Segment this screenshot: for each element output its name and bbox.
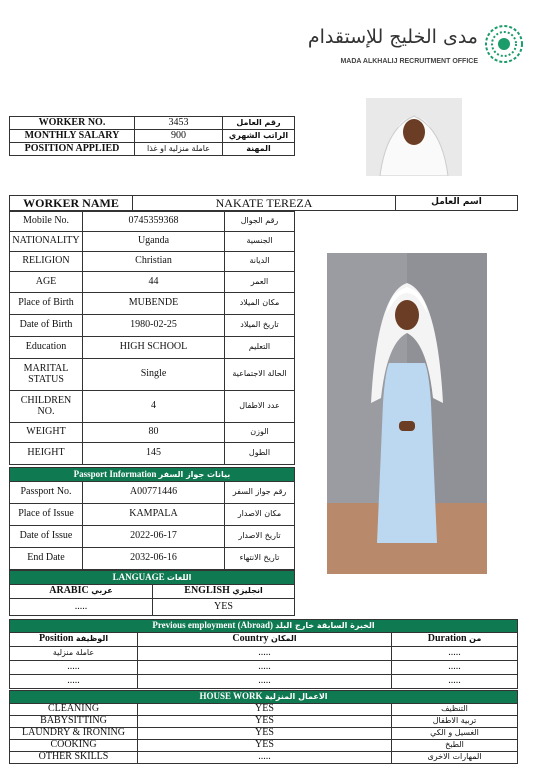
- weight-ar: الوزن: [225, 423, 295, 443]
- table-row: [10, 337, 295, 359]
- employment-duration: .....: [392, 647, 518, 661]
- education-ar: التعليم: [225, 337, 295, 359]
- salary-ar: الراتب الشهري: [223, 130, 295, 143]
- logo-english-name: MADA ALKHALIJ RECRUITMENT OFFICE: [340, 58, 478, 65]
- worker-name-ar: اسم العامل: [396, 196, 518, 211]
- employment-country: .....: [138, 661, 392, 675]
- salary-label: MONTHLY SALARY: [10, 130, 135, 143]
- passport-no-label: Passport No.: [10, 482, 83, 504]
- other-skills-ar: المهارات الاخرى: [392, 752, 518, 764]
- table-row: [10, 232, 295, 252]
- table-row: [10, 647, 518, 661]
- employment-country: .....: [138, 647, 392, 661]
- position-value: عاملة منزلية او غذا: [135, 143, 223, 156]
- table-row: [10, 117, 295, 130]
- laundry-value: YES: [138, 728, 392, 740]
- employment-header-en: Previous employment (Abroad): [152, 620, 274, 631]
- arabic-label-ar: عربي: [91, 586, 113, 596]
- english-language-label: [153, 585, 295, 599]
- language-header-en: LANGUAGE: [112, 571, 165, 582]
- dob-ar: تاريخ الميلاد: [225, 315, 295, 337]
- table-row: [10, 315, 295, 337]
- company-logo: [307, 22, 524, 74]
- col-position-ar: الوظيفة: [75, 634, 109, 644]
- col-position-en: Position: [38, 633, 74, 645]
- table-row: [10, 740, 518, 752]
- language-header-ar: اللغات: [166, 572, 192, 582]
- employment-duration: .....: [392, 661, 518, 675]
- end-date-value: 2032-06-16: [83, 548, 225, 570]
- arabic-language-value: .....: [10, 599, 153, 616]
- salary-value: 900: [135, 130, 223, 143]
- issue-place-label: Place of Issue: [10, 504, 83, 526]
- worker-no-value: 3453: [135, 117, 223, 130]
- age-value: 44: [83, 272, 225, 293]
- col-country-en: Country: [232, 633, 269, 645]
- employment-duration: .....: [392, 675, 518, 689]
- birthplace-ar: مكان الميلاد: [225, 293, 295, 315]
- table-row: [10, 704, 518, 716]
- passport-header-ar: بيانات جواز السفر: [158, 469, 231, 479]
- children-ar: عدد الاطفال: [225, 391, 295, 423]
- mobile-label: Mobile No.: [10, 212, 83, 232]
- passport-no-value: A00771446: [83, 482, 225, 504]
- babysitting-value: YES: [138, 716, 392, 728]
- education-label: Education: [10, 337, 83, 359]
- col-country-ar: المكان: [271, 634, 297, 644]
- logo-arabic-name: مدى الخليج للإستقدام: [307, 26, 478, 48]
- table-row: [10, 661, 518, 675]
- passport-table: [9, 467, 295, 570]
- dob-label: Date of Birth: [10, 315, 83, 337]
- birthplace-value: MUBENDE: [83, 293, 225, 315]
- worker-name-table: [9, 195, 518, 211]
- col-country: [138, 633, 392, 647]
- children-label: CHILDREN NO.: [10, 391, 83, 423]
- table-row: [10, 482, 295, 504]
- arabic-language-label: [10, 585, 153, 599]
- table-row: [10, 526, 295, 548]
- table-row: [10, 391, 295, 423]
- table-row: [10, 728, 518, 740]
- mobile-ar: رقم الجوال: [225, 212, 295, 232]
- col-duration: [392, 633, 518, 647]
- table-row: [10, 443, 295, 465]
- issue-date-ar: تاريخ الاصدار: [225, 526, 295, 548]
- english-language-value: YES: [153, 599, 295, 616]
- cleaning-value: YES: [138, 704, 392, 716]
- age-ar: العمر: [225, 272, 295, 293]
- laundry-label: LAUNDRY & IRONING: [10, 728, 138, 740]
- worker-no-ar: رقم العامل: [223, 117, 295, 130]
- english-label-ar: انجليزي: [232, 586, 263, 596]
- marital-label: MARITAL STATUS: [10, 359, 83, 391]
- other-skills-value: .....: [138, 752, 392, 764]
- table-row: [10, 143, 295, 156]
- col-position: [10, 633, 138, 647]
- table-row: [10, 212, 295, 232]
- top-info-table: [9, 116, 295, 156]
- marital-ar: الحالة الاجتماعية: [225, 359, 295, 391]
- cleaning-ar: التنظيف: [392, 704, 518, 716]
- table-row: [10, 359, 295, 391]
- employment-header: [10, 620, 518, 633]
- weight-label: WEIGHT: [10, 423, 83, 443]
- employment-country: .....: [138, 675, 392, 689]
- position-label: POSITION APPLIED: [10, 143, 135, 156]
- religion-label: RELIGION: [10, 252, 83, 272]
- height-value: 145: [83, 443, 225, 465]
- table-row: [10, 423, 295, 443]
- table-row: [10, 130, 295, 143]
- table-row: [10, 548, 295, 570]
- passport-header: [10, 468, 295, 482]
- laundry-ar: الغسيل و الكي: [392, 728, 518, 740]
- logo-emblem-icon: [484, 24, 524, 64]
- col-duration-ar: من: [469, 634, 482, 644]
- birthplace-label: Place of Birth: [10, 293, 83, 315]
- employment-header-ar: الخبرة السابقة خارج البلد: [275, 621, 375, 631]
- full-body-photo: [327, 253, 487, 574]
- worker-no-label: WORKER NO.: [10, 117, 135, 130]
- weight-value: 80: [83, 423, 225, 443]
- position-ar: المهنة: [223, 143, 295, 156]
- religion-ar: الديانة: [225, 252, 295, 272]
- employment-table: [9, 619, 518, 689]
- nationality-value: Uganda: [83, 232, 225, 252]
- children-value: 4: [83, 391, 225, 423]
- end-date-label: End Date: [10, 548, 83, 570]
- end-date-ar: تاريخ الانتهاء: [225, 548, 295, 570]
- issue-place-ar: مكان الاصدار: [225, 504, 295, 526]
- babysitting-label: BABYSITTING: [10, 716, 138, 728]
- religion-value: Christian: [83, 252, 225, 272]
- table-row: [10, 252, 295, 272]
- personal-details-table: [9, 211, 295, 465]
- employment-position: .....: [10, 661, 138, 675]
- issue-date-label: Date of Issue: [10, 526, 83, 548]
- education-value: HIGH SCHOOL: [83, 337, 225, 359]
- cooking-value: YES: [138, 740, 392, 752]
- employment-position: .....: [10, 675, 138, 689]
- arabic-label-en: ARABIC: [49, 585, 89, 597]
- passport-no-ar: رقم جواز السفر: [225, 482, 295, 504]
- passport-header-en: Passport Information: [73, 468, 157, 479]
- employment-position: عاملة منزلية: [10, 647, 138, 661]
- cooking-ar: الطبخ: [392, 740, 518, 752]
- table-row: [10, 716, 518, 728]
- table-row: [10, 675, 518, 689]
- worker-name-value: NAKATE TEREZA: [133, 196, 396, 211]
- nationality-ar: الجنسية: [225, 232, 295, 252]
- worker-name-label: WORKER NAME: [10, 196, 133, 211]
- housework-header-ar: الاعمال المنزلية: [264, 692, 328, 702]
- table-row: [10, 272, 295, 293]
- cooking-label: COOKING: [10, 740, 138, 752]
- housework-header: [10, 691, 518, 704]
- housework-header-en: HOUSE WORK: [199, 691, 263, 702]
- table-row: [10, 752, 518, 764]
- issue-place-value: KAMPALA: [83, 504, 225, 526]
- cleaning-label: CLEANING: [10, 704, 138, 716]
- col-duration-en: Duration: [427, 633, 467, 645]
- height-label: HEIGHT: [10, 443, 83, 465]
- table-row: [10, 293, 295, 315]
- language-header: [10, 571, 295, 585]
- issue-date-value: 2022-06-17: [83, 526, 225, 548]
- nationality-label: NATIONALITY: [10, 232, 83, 252]
- age-label: AGE: [10, 272, 83, 293]
- other-skills-label: OTHER SKILLS: [10, 752, 138, 764]
- headshot-photo: [366, 98, 462, 176]
- babysitting-ar: تربية الاطفال: [392, 716, 518, 728]
- housework-table: [9, 690, 518, 764]
- english-label-en: ENGLISH: [184, 585, 230, 597]
- table-row: [10, 504, 295, 526]
- marital-value: Single: [83, 359, 225, 391]
- height-ar: الطول: [225, 443, 295, 465]
- language-table: [9, 570, 295, 616]
- dob-value: 1980-02-25: [83, 315, 225, 337]
- mobile-value: 0745359368: [83, 212, 225, 232]
